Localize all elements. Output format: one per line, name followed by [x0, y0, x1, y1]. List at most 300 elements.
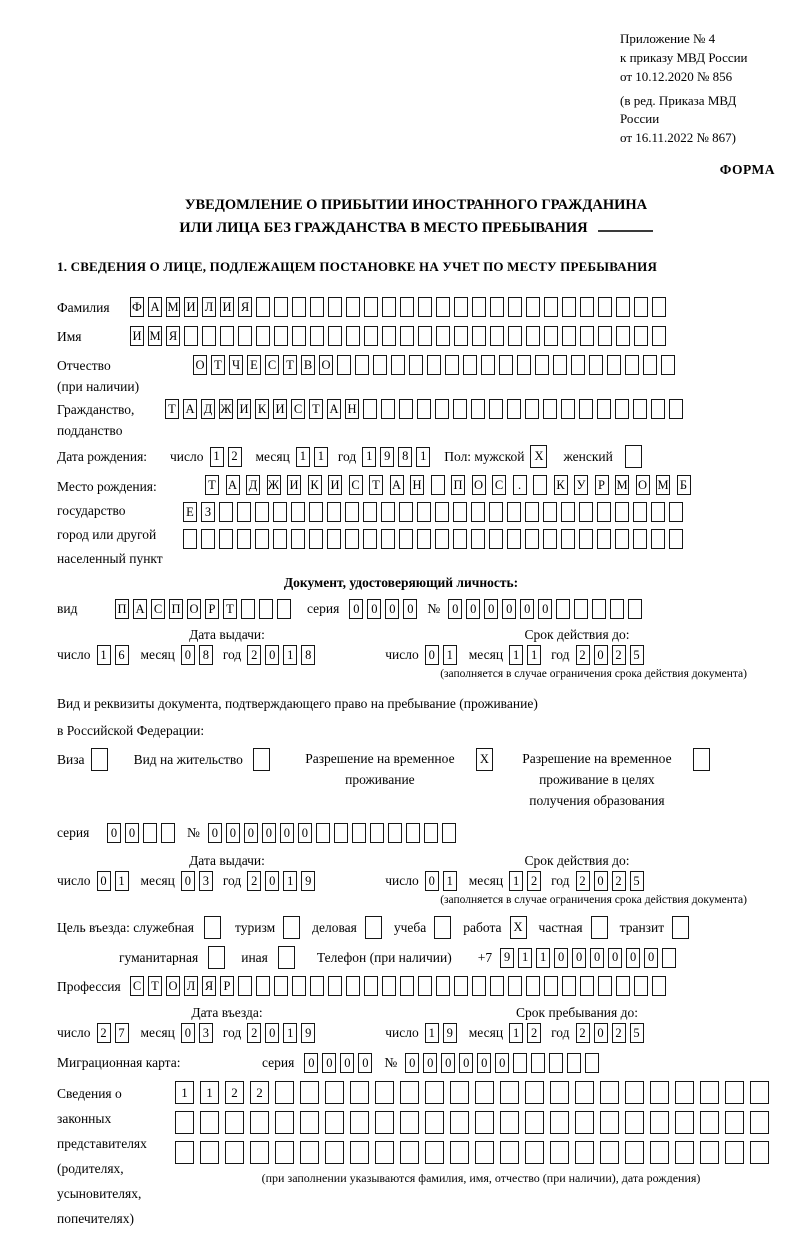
char-cell	[672, 916, 689, 939]
char-cell: 0	[349, 599, 363, 619]
char-cell: 2	[612, 871, 626, 891]
char-cell	[675, 1141, 694, 1164]
char-cell: 1	[518, 948, 532, 968]
char-cell: 1	[115, 871, 129, 891]
char-cell	[571, 355, 585, 375]
char-cell	[490, 297, 504, 317]
char-cell: С	[265, 355, 279, 375]
doc-type-cells	[115, 599, 291, 619]
birthplace-row3-cells	[183, 529, 691, 549]
char-cell	[225, 1141, 244, 1164]
birthplace-row2-cells	[183, 502, 691, 522]
phone-cells	[500, 948, 676, 968]
char-cell	[183, 529, 197, 549]
char-cell	[575, 1111, 594, 1134]
char-cell	[507, 529, 521, 549]
char-cell: X	[510, 916, 527, 939]
char-cell	[574, 599, 588, 619]
char-cell	[625, 445, 642, 468]
char-cell	[550, 1111, 569, 1134]
char-cell	[549, 1053, 563, 1073]
char-cell	[400, 297, 414, 317]
char-cell	[388, 823, 402, 843]
char-cell: 0	[590, 948, 604, 968]
char-cell: И	[130, 326, 144, 346]
char-cell	[475, 1111, 494, 1134]
char-cell	[610, 599, 624, 619]
year-label: год	[551, 1025, 570, 1040]
note-line: от 10.12.2020 № 856	[620, 68, 733, 84]
valid-until-label: Срок действия до:	[524, 853, 630, 868]
day-label: число	[385, 1025, 419, 1040]
purpose-tourism-checkbox	[283, 916, 300, 939]
char-cell	[650, 1081, 669, 1104]
issue-month-cells	[181, 645, 213, 665]
char-cell	[471, 399, 485, 419]
char-cell	[616, 297, 630, 317]
char-cell	[725, 1111, 744, 1134]
char-cell	[292, 297, 306, 317]
surname-row	[57, 297, 775, 318]
char-cell	[625, 1081, 644, 1104]
char-cell: 0	[538, 599, 552, 619]
char-cell	[219, 502, 233, 522]
char-cell: 0	[425, 645, 439, 665]
char-cell	[253, 748, 270, 771]
surname-cells	[130, 297, 666, 317]
char-cell: 0	[594, 645, 608, 665]
valid-month-cells	[509, 871, 541, 891]
char-cell	[381, 399, 395, 419]
char-cell: Р	[595, 475, 609, 495]
char-cell	[382, 326, 396, 346]
char-cell	[292, 976, 306, 996]
purpose-humanitarian-label: гуманитарная	[119, 949, 199, 965]
char-cell: В	[301, 355, 315, 375]
char-cell	[275, 1111, 294, 1134]
char-cell	[453, 502, 467, 522]
sex-male-checkbox	[530, 445, 547, 468]
char-cell	[425, 1111, 444, 1134]
birth-month-cells	[296, 447, 328, 467]
purpose-official-checkbox	[204, 916, 221, 939]
char-cell: X	[530, 445, 547, 468]
citizenship-row	[57, 399, 775, 441]
char-cell	[472, 326, 486, 346]
char-cell	[238, 976, 252, 996]
char-cell: 2	[250, 1081, 269, 1104]
char-cell	[175, 1111, 194, 1134]
char-cell	[91, 748, 108, 771]
char-cell	[544, 326, 558, 346]
char-cell: 0	[644, 948, 658, 968]
char-cell: 0	[304, 1053, 318, 1073]
purpose-work-label: работа	[463, 919, 502, 935]
char-cell: 5	[630, 645, 644, 665]
char-cell: С	[349, 475, 363, 495]
char-cell	[525, 529, 539, 549]
char-cell	[550, 1141, 569, 1164]
char-cell	[463, 355, 477, 375]
char-cell: 7	[115, 1023, 129, 1043]
residence-doc-intro: Вид и реквизиты документа, подтверждающего право на пребывание (проживание) в Российской Федерации:	[57, 696, 538, 738]
char-cell: 1	[536, 948, 550, 968]
char-cell	[669, 399, 683, 419]
char-cell	[643, 355, 657, 375]
char-cell	[454, 326, 468, 346]
stay-day-cells	[425, 1023, 457, 1043]
char-cell: Ч	[229, 355, 243, 375]
char-cell	[561, 399, 575, 419]
char-cell: 0	[265, 1023, 279, 1043]
char-cell	[675, 1081, 694, 1104]
char-cell: 0	[626, 948, 640, 968]
valid-day-cells	[425, 871, 457, 891]
char-cell: О	[193, 355, 207, 375]
month-label: месяц	[140, 873, 175, 888]
char-cell	[543, 529, 557, 549]
char-cell	[436, 326, 450, 346]
note-line: (в ред. Приказа МВД России	[620, 92, 737, 127]
year-label: год	[222, 1025, 242, 1040]
month-label: месяц	[255, 448, 290, 464]
representatives-block	[57, 1081, 775, 1231]
issue-date-label: Дата выдачи:	[189, 853, 265, 868]
char-cell	[250, 1141, 269, 1164]
char-cell	[562, 976, 576, 996]
char-cell: С	[492, 475, 506, 495]
char-cell	[328, 326, 342, 346]
entry-date-label: Дата въезда:	[191, 1005, 263, 1020]
char-cell	[399, 399, 413, 419]
char-cell	[184, 326, 198, 346]
residence-permit-option: Вид на жительство	[134, 748, 270, 771]
char-cell	[472, 297, 486, 317]
char-cell: 2	[576, 1023, 590, 1043]
char-cell: .	[513, 475, 527, 495]
char-cell	[370, 823, 384, 843]
char-cell	[255, 502, 269, 522]
year-label: год	[222, 647, 242, 662]
char-cell	[625, 1141, 644, 1164]
char-cell	[425, 1141, 444, 1164]
char-cell: А	[226, 475, 240, 495]
char-cell	[544, 297, 558, 317]
char-cell	[453, 529, 467, 549]
char-cell	[592, 599, 606, 619]
char-cell: Е	[183, 502, 197, 522]
char-cell: 1	[443, 871, 457, 891]
char-cell	[725, 1081, 744, 1104]
char-cell: 0	[405, 1053, 419, 1073]
year-label: год	[222, 873, 242, 888]
char-cell: П	[115, 599, 129, 619]
profession-row	[57, 976, 775, 997]
patronymic-cells	[193, 355, 675, 375]
char-cell	[662, 948, 676, 968]
char-cell	[143, 823, 157, 843]
char-cell	[381, 502, 395, 522]
char-cell: Ж	[219, 399, 233, 419]
doc-series-cells	[349, 599, 417, 619]
number-label: №	[384, 1055, 398, 1070]
day-label: число	[57, 873, 91, 888]
char-cell	[277, 599, 291, 619]
char-cell: Н	[410, 475, 424, 495]
profession-label: Профессия	[57, 979, 121, 994]
char-cell: С	[291, 399, 305, 419]
stay-until-label: Срок пребывания до:	[516, 1005, 638, 1020]
char-cell	[337, 355, 351, 375]
char-cell: 1	[283, 1023, 297, 1043]
char-cell	[300, 1081, 319, 1104]
char-cell: Д	[246, 475, 260, 495]
char-cell	[562, 297, 576, 317]
char-cell: 0	[125, 823, 139, 843]
char-cell	[475, 1081, 494, 1104]
migration-card-row	[57, 1053, 775, 1073]
char-cell	[256, 297, 270, 317]
char-cell	[700, 1141, 719, 1164]
char-cell: М	[166, 297, 180, 317]
char-cell	[375, 1141, 394, 1164]
surname-label: Фамилия	[57, 300, 110, 315]
sex-female-checkbox	[625, 445, 642, 468]
char-cell: А	[133, 599, 147, 619]
char-cell: 0	[502, 599, 516, 619]
char-cell	[364, 976, 378, 996]
char-cell	[274, 326, 288, 346]
char-cell: З	[201, 502, 215, 522]
char-cell: М	[615, 475, 629, 495]
char-cell	[616, 976, 630, 996]
char-cell: Е	[247, 355, 261, 375]
char-cell: М	[656, 475, 670, 495]
char-cell: О	[636, 475, 650, 495]
entry-purpose-row	[57, 916, 775, 939]
char-cell	[200, 1141, 219, 1164]
char-cell: X	[476, 748, 493, 771]
char-cell: 9	[301, 871, 315, 891]
year-label: год	[337, 448, 357, 464]
char-cell: 0	[244, 823, 258, 843]
char-cell	[363, 399, 377, 419]
valid-year-cells	[576, 871, 644, 891]
note-line: Приложение № 4	[620, 31, 716, 46]
char-cell	[550, 1081, 569, 1104]
validity-footnote: (заполняется в случае ограничения срока действия документа)	[440, 668, 747, 680]
char-cell: А	[183, 399, 197, 419]
issue-day-cells	[97, 645, 129, 665]
char-cell: О	[472, 475, 486, 495]
char-cell	[427, 355, 441, 375]
char-cell: 2	[247, 1023, 261, 1043]
char-cell	[616, 326, 630, 346]
identity-doc-dates-row	[57, 645, 775, 665]
char-cell	[364, 326, 378, 346]
char-cell	[625, 1111, 644, 1134]
char-cell	[274, 976, 288, 996]
identity-doc-row	[57, 599, 775, 619]
char-cell	[500, 1081, 519, 1104]
char-cell: А	[390, 475, 404, 495]
representatives-row3-cells	[175, 1141, 787, 1164]
char-cell	[500, 1111, 519, 1134]
char-cell: 0	[495, 1053, 509, 1073]
char-cell	[309, 529, 323, 549]
char-cell	[283, 916, 300, 939]
char-cell	[652, 297, 666, 317]
char-cell	[600, 1141, 619, 1164]
char-cell	[453, 399, 467, 419]
birthplace-rows	[183, 475, 691, 549]
valid-year-cells	[576, 645, 644, 665]
char-cell	[489, 399, 503, 419]
purpose-work-checkbox	[510, 916, 527, 939]
char-cell	[346, 976, 360, 996]
char-cell: Я	[238, 297, 252, 317]
day-label: число	[57, 1025, 91, 1040]
char-cell: 0	[322, 1053, 336, 1073]
migration-series-cells	[304, 1053, 372, 1073]
char-cell: 0	[423, 1053, 437, 1073]
char-cell	[219, 529, 233, 549]
char-cell: 0	[466, 599, 480, 619]
char-cell: Я	[202, 976, 216, 996]
residence-number-cells	[208, 823, 456, 843]
residence-doc-series-row	[57, 823, 775, 843]
number-label: №	[187, 825, 200, 840]
birth-year-cells	[362, 447, 430, 467]
char-cell	[310, 326, 324, 346]
char-cell: 2	[225, 1081, 244, 1104]
char-cell: 1	[283, 645, 297, 665]
char-cell	[400, 1111, 419, 1134]
char-cell: 1	[425, 1023, 439, 1043]
char-cell	[450, 1141, 469, 1164]
char-cell	[237, 502, 251, 522]
purpose-business-label: деловая	[312, 919, 357, 935]
char-cell: 6	[115, 645, 129, 665]
char-cell: 1	[443, 645, 457, 665]
char-cell: К	[554, 475, 568, 495]
char-cell	[273, 529, 287, 549]
char-cell: 1	[362, 447, 376, 467]
char-cell	[750, 1111, 769, 1134]
form-body	[57, 297, 775, 1231]
char-cell: И	[184, 297, 198, 317]
char-cell	[238, 326, 252, 346]
char-cell: С	[151, 599, 165, 619]
purpose-tourism-label: туризм	[235, 919, 276, 935]
char-cell	[652, 976, 666, 996]
day-label: число	[170, 448, 204, 464]
birthplace-row1-cells	[205, 475, 691, 495]
char-cell	[435, 529, 449, 549]
char-cell	[700, 1111, 719, 1134]
char-cell: 0	[594, 1023, 608, 1043]
char-cell: Л	[202, 297, 216, 317]
char-cell	[490, 976, 504, 996]
char-cell	[517, 355, 531, 375]
day-label: число	[385, 873, 419, 888]
residence-doc-date-labels	[57, 853, 775, 869]
char-cell	[400, 326, 414, 346]
char-cell	[275, 1141, 294, 1164]
char-cell: Т	[309, 399, 323, 419]
char-cell	[241, 599, 255, 619]
char-cell: 0	[554, 948, 568, 968]
char-cell: 2	[612, 1023, 626, 1043]
issue-year-cells	[247, 645, 315, 665]
char-cell	[634, 976, 648, 996]
char-cell	[381, 529, 395, 549]
char-cell	[525, 1111, 544, 1134]
char-cell: 0	[477, 1053, 491, 1073]
char-cell	[615, 399, 629, 419]
char-cell	[634, 297, 648, 317]
char-cell	[598, 297, 612, 317]
char-cell	[291, 529, 305, 549]
char-cell: 1	[200, 1081, 219, 1104]
char-cell: М	[148, 326, 162, 346]
char-cell: 1	[283, 871, 297, 891]
char-cell	[454, 976, 468, 996]
char-cell: 9	[500, 948, 514, 968]
char-cell	[700, 1081, 719, 1104]
representatives-row1-cells	[175, 1081, 787, 1104]
char-cell	[300, 1141, 319, 1164]
char-cell	[556, 599, 570, 619]
char-cell: 0	[181, 871, 195, 891]
residence-permit-checkbox	[253, 748, 270, 771]
char-cell: 2	[247, 871, 261, 891]
char-cell	[291, 502, 305, 522]
char-cell	[355, 355, 369, 375]
char-cell: 0	[107, 823, 121, 843]
char-cell	[225, 1111, 244, 1134]
char-cell	[334, 823, 348, 843]
identity-doc-heading: Документ, удостоверяющий личность:	[283, 575, 519, 590]
char-cell	[255, 529, 269, 549]
char-cell: И	[273, 399, 287, 419]
char-cell: А	[148, 297, 162, 317]
char-cell	[346, 297, 360, 317]
char-cell	[499, 355, 513, 375]
char-cell	[417, 529, 431, 549]
char-cell	[675, 1111, 694, 1134]
char-cell	[661, 355, 675, 375]
char-cell: 0	[265, 871, 279, 891]
char-cell: 0	[520, 599, 534, 619]
char-cell: У	[574, 475, 588, 495]
citizenship-label: Гражданство, подданство	[57, 402, 135, 438]
char-cell	[350, 1141, 369, 1164]
purpose-transit-label: транзит	[619, 919, 665, 935]
char-cell	[628, 599, 642, 619]
char-cell	[544, 976, 558, 996]
char-cell	[274, 297, 288, 317]
valid-month-cells	[509, 645, 541, 665]
char-cell	[325, 1081, 344, 1104]
char-cell: П	[169, 599, 183, 619]
char-cell	[175, 1141, 194, 1164]
visa-option: Виза	[57, 748, 108, 771]
birthplace-block	[57, 475, 775, 571]
char-cell	[417, 502, 431, 522]
char-cell: Д	[201, 399, 215, 419]
char-cell	[363, 502, 377, 522]
